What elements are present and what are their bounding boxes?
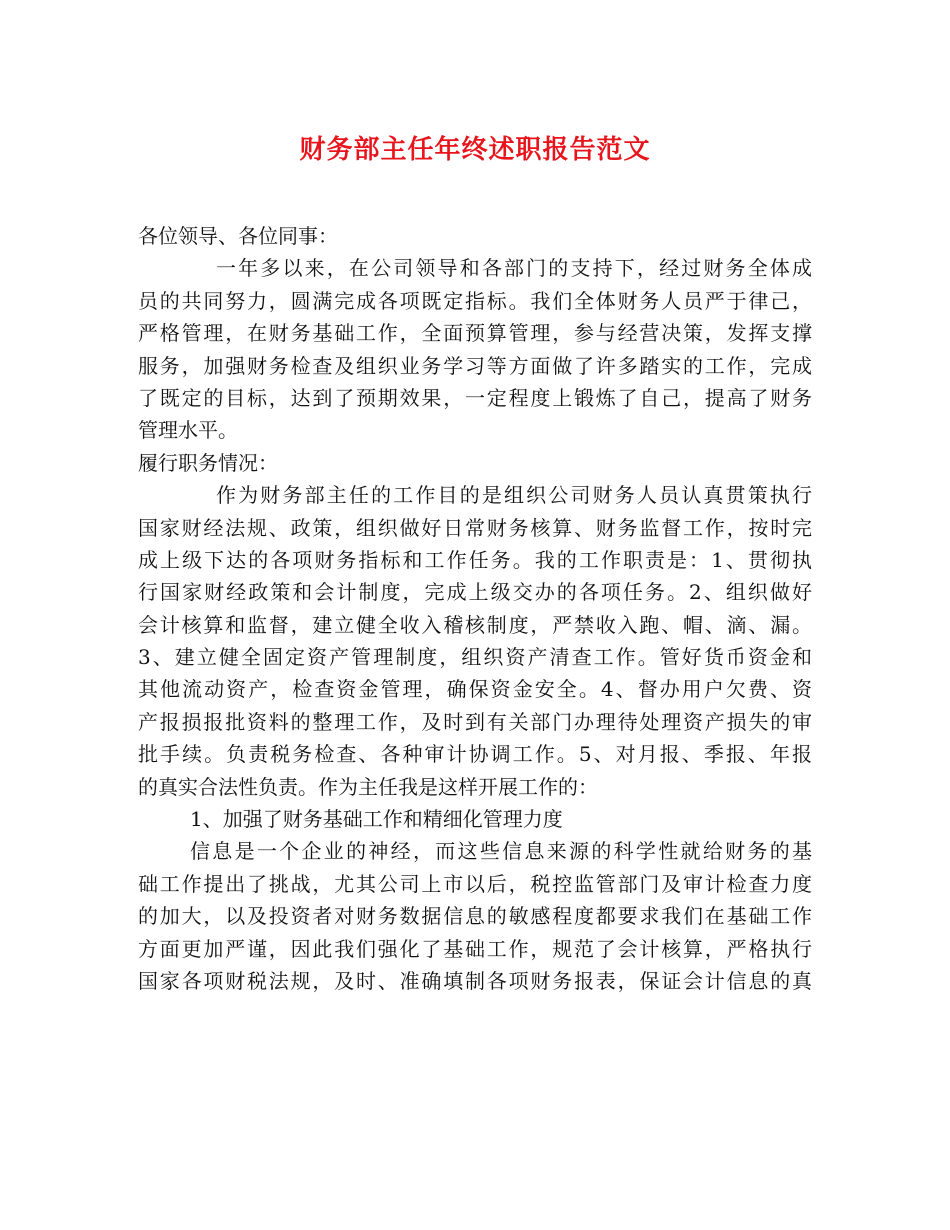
- paragraph-line: 础工作提出了挑战，尤其公司上市以后，税控监管部门及审计检查力度: [138, 871, 812, 896]
- paragraph-line: 管理水平。: [138, 418, 238, 443]
- paragraph-line: 国家各项财税法规，及时、准确填制各项财务报表，保证会计信息的真: [138, 968, 812, 993]
- paragraph-line: 信息是一个企业的神经，而这些信息来源的科学性就给财务的基: [190, 839, 812, 864]
- paragraph-line: 国家财经法规、政策，组织做好日常财务核算、财务监督工作，按时完: [138, 515, 812, 540]
- paragraph-line: 的加大，以及投资者对财务数据信息的敏感程度都要求我们在基础工作: [138, 904, 812, 929]
- paragraph-line: 服务，加强财务检查及组织业务学习等方面做了许多踏实的工作，完成: [138, 353, 812, 378]
- paragraph-line: 其他流动资产，检查资金管理，确保资金安全。4、督办用户欠费、资: [138, 677, 812, 702]
- paragraph-line: 作为财务部主任的工作目的是组织公司财务人员认真贯策执行: [216, 483, 812, 508]
- subheading-line: 1、加强了财务基础工作和精细化管理力度: [190, 807, 563, 832]
- paragraph-line: 的真实合法性负责。作为主任我是这样开展工作的：: [138, 774, 598, 799]
- document-body: [138, 220, 812, 997]
- paragraph-line: 员的共同努力，圆满完成各项既定指标。我们全体财务人员严于律己，: [138, 288, 812, 313]
- paragraph-line: 产报损报批资料的整理工作，及时到有关部门办理待处理资产损失的审: [138, 709, 812, 734]
- salutation-line: 各位领导、各位同事：: [138, 224, 338, 248]
- paragraph-line: 严格管理，在财务基础工作，全面预算管理，参与经营决策，发挥支撑: [138, 321, 812, 346]
- document-title: 财务部主任年终述职报告范文: [299, 135, 651, 165]
- paragraph-line: 一年多以来，在公司领导和各部门的支持下，经过财务全体成: [216, 256, 812, 281]
- paragraph-line: 批手续。负责税务检查、各种审计协调工作。5、对月报、季报、年报: [138, 742, 812, 767]
- paragraph-line: 成上级下达的各项财务指标和工作任务。我的工作职责是：1、贯彻执: [138, 547, 812, 572]
- paragraph-line: 方面更加严谨，因此我们强化了基础工作，规范了会计核算，严格执行: [138, 936, 812, 961]
- paragraph-line: 了既定的目标，达到了预期效果，一定程度上锻炼了自己，提高了财务: [138, 385, 812, 410]
- paragraph-line: 3、建立健全固定资产管理制度，组织资产清查工作。管好货币资金和: [138, 645, 812, 670]
- paragraph-line: 行国家财经政策和会计制度，完成上级交办的各项任务。2、组织做好: [138, 580, 812, 605]
- paragraph-line: 会计核算和监督，建立健全收入稽核制度，严禁收入跑、帽、滴、漏。: [138, 612, 812, 637]
- section-heading: 履行职务情况：: [138, 450, 278, 475]
